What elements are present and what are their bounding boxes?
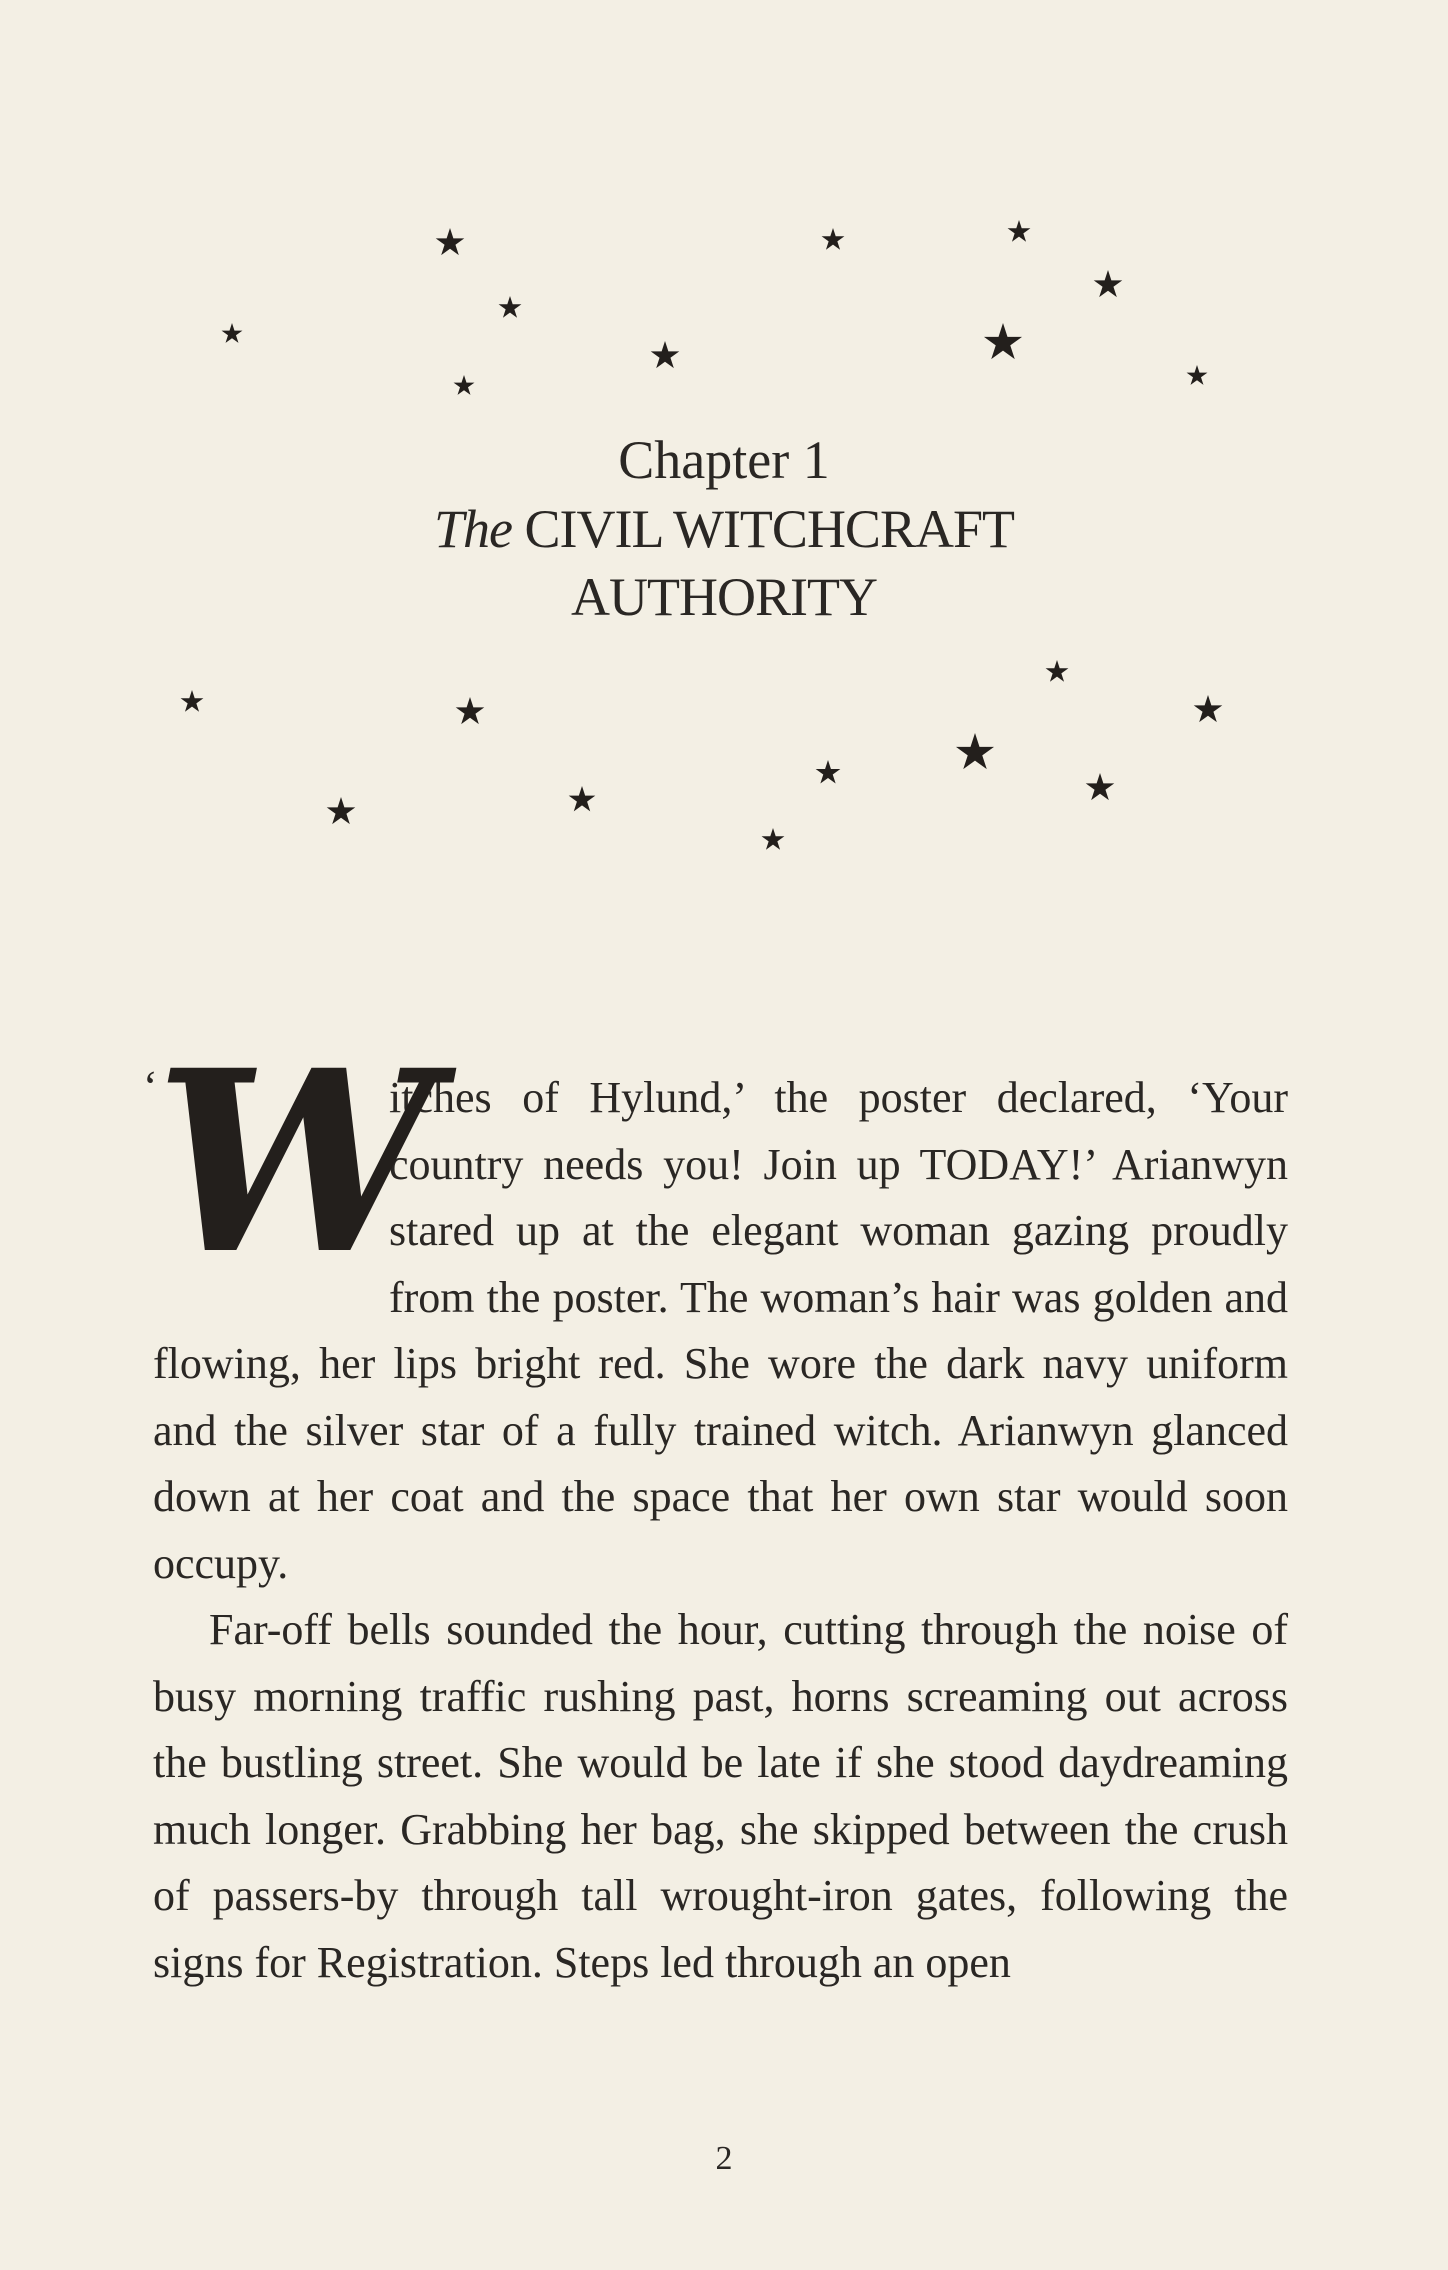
star-icon <box>1194 695 1223 722</box>
star-icon <box>454 375 475 395</box>
paragraph-1-text: itches of Hylund,’ the poster declared, ‘Your country needs you! Join up TODAY!’ Arianwyn stared up at the elegant woman gazing proudly from the poster. The woman’s hair was golden and flowing, her lips bright red. She wore the dark navy uniform and the silver star of a fully trained witch. Arianwyn glanced down at her coat and the space that her own star would soon occupy. <box>153 1073 1288 1588</box>
star-icon <box>499 296 522 318</box>
paragraph-1 <box>143 1015 1288 1597</box>
star-icon <box>181 690 204 712</box>
star-icon <box>327 797 356 824</box>
star-icon <box>822 228 845 250</box>
star-icon <box>1046 660 1069 682</box>
star-icon <box>1094 270 1123 297</box>
chapter-title <box>0 495 1448 563</box>
star-icon <box>1008 220 1031 242</box>
star-icon <box>984 323 1022 359</box>
chapter-body <box>143 1015 1288 1996</box>
star-icon <box>222 323 243 343</box>
star-icon <box>1086 773 1115 800</box>
star-icon <box>436 228 465 255</box>
star-icon <box>651 341 680 368</box>
star-icon <box>456 697 485 724</box>
chapter-number: Chapter 1 <box>618 430 830 490</box>
chapter-title-main: CIVIL WITCHCRAFT <box>524 499 1014 559</box>
chapter-title-line2: AUTHORITY <box>571 567 877 627</box>
drop-cap <box>143 1015 436 1309</box>
page-number: 2 <box>715 2140 733 2177</box>
drop-cap-quote: ‘ <box>143 1062 158 1111</box>
star-icon <box>816 760 841 784</box>
chapter-heading <box>0 425 1448 631</box>
star-icon <box>762 828 785 850</box>
chapter-title-italic: The <box>434 499 512 559</box>
star-icon <box>956 733 994 769</box>
star-icon <box>1187 365 1208 385</box>
paragraph-2: Far-off bells sounded the hour, cutting through the noise of busy morning traffic rushing past, horns screaming out across the bustling street. She would be late if she stood daydreaming much longer. Grabbing her bag, she skipped between the crush of passers-by through tall wrought-iron gates, following the signs for Registration. Steps led through an open <box>153 1605 1288 1987</box>
drop-cap-letter: W <box>155 1015 436 1309</box>
star-icon <box>569 786 596 811</box>
